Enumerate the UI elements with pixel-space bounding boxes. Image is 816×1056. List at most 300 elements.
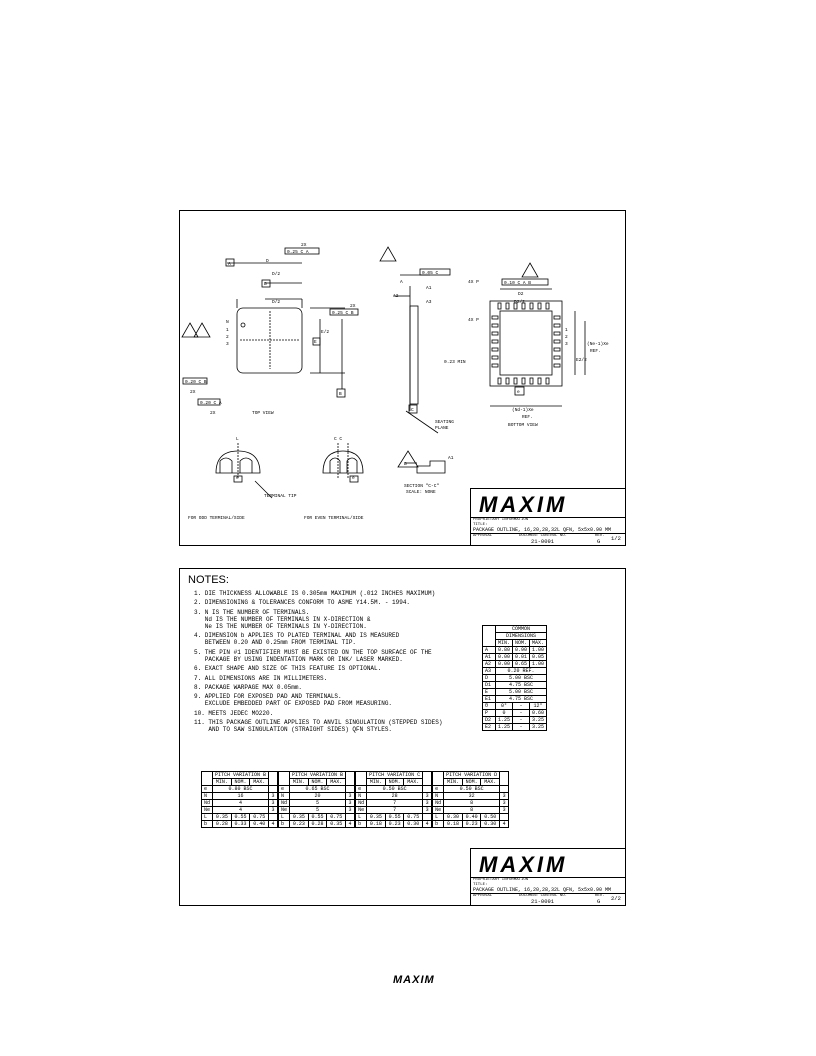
pitch-cell: 0.40 [250,821,269,828]
dim-a: A [400,280,403,285]
pitch-cell: L [202,814,213,821]
pitch-row [279,772,355,779]
fourx-p-top: 4X P [468,280,479,285]
footer-maxim-logo: MAXIM [393,974,435,986]
common-cell: 0.05 [530,654,547,661]
common-row [483,703,547,710]
bottom-pin-2: 2 [565,335,568,340]
pitch-cell: 0.50 BSC [444,786,500,793]
dim-d-half: D/2 [272,272,281,277]
common-cell: 0.90 [513,647,530,654]
pitch-cell: 3 [423,807,432,814]
pitch-cell: MAX. [250,779,269,786]
pitch-cell: Nd [433,800,444,807]
common-cell: D [483,675,496,682]
col-max: MAX. [530,640,547,647]
common-cell: 1.00 [530,661,547,668]
pitch-row [202,772,278,779]
pitch-row [356,786,432,793]
pitch-title: PITCH VARIATION B [213,772,269,779]
pitch-cell: 0.35 [213,814,232,821]
page-number: 2/2 [611,895,621,902]
pitch-cell: NOM. [385,779,404,786]
top-view-label: TOP VIEW [252,411,274,416]
even-e-box: e [352,476,355,481]
pitch-row [433,814,509,821]
dim-ne: (Ne-1)Xe [587,342,609,347]
pitch-row [279,779,355,786]
common-row [483,696,547,703]
common-cell: E1 [483,696,496,703]
dim-e-box: E [314,340,317,345]
section-b: B [404,462,407,467]
section-scale: SCALE: NONE [406,490,436,495]
pitch-cell: L [279,814,290,821]
pitch-cell: MAX. [327,779,346,786]
pitch-cell: N [433,793,444,800]
pitch-cell [356,772,367,786]
pitch-cell: 4 [213,807,269,814]
common-header: COMMON [496,626,547,633]
common-cell: 0.80 [496,647,513,654]
note-5: 5. THE PIN #1 IDENTIFIER MUST BE EXISTED ON THE TOP SURFACE OF THE PACKAGE BY USING INDENTATION MARK OR INK/ LASER MARKED. [194,649,432,663]
common-cell: 0.00 [496,654,513,661]
common-cell: 0.60 [530,710,547,717]
dim-d1-half: D/2 [272,300,281,305]
pitch-row [279,786,355,793]
col-min: MIN. [496,640,513,647]
dim-ref-bottom: REF. [522,415,533,420]
pitch-cell: 0.50 BSC [367,786,423,793]
pitch-row [433,772,509,779]
pitch-cell [423,814,432,821]
pitch-cell: 3 [500,800,509,807]
pitch-cell: Ne [356,807,367,814]
pitch-row [356,807,432,814]
dim-e-half: E/2 [321,330,330,335]
pitch-cell: 0.75 [250,814,269,821]
dim-d2: D2 [518,292,524,297]
note-7: 7. ALL DIMENSIONS ARE IN MILLIMETERS. [194,675,328,682]
dim-a1: A1 [426,286,432,291]
pitch-cell [346,814,355,821]
package-title: PACKAGE OUTLINE, 16,20,28,32L QFN, 5x5x0.90 MM [473,527,612,533]
pitch-cell: 4 [213,800,269,807]
pitch-cell: 0.23 [385,821,404,828]
page-number: 1/2 [611,535,621,542]
section-a1: A1 [448,456,454,461]
pitch-cell: N [356,793,367,800]
pitch-row [202,786,278,793]
tol-020-ca: 0.20 C A [200,401,222,406]
common-cell: - [513,710,530,717]
common-cell: E2 [483,724,496,731]
pitch-row [356,821,432,828]
pitch-row [279,807,355,814]
common-cell: 0.20 REF. [496,668,547,675]
pitch-cell: 32 [444,793,500,800]
odd-e-box: e [236,476,239,481]
common-cell: P [483,710,496,717]
pitch-cell: 0.35 [367,814,386,821]
pitch-cell: MIN. [444,779,463,786]
section-label: SECTION "C-C" [404,484,440,489]
pitch-cell: 0.28 [308,821,327,828]
pitch-cell: MIN. [213,779,232,786]
title-block-1 [470,488,626,546]
common-dimensions-table [482,625,547,731]
common-cell: 4.75 BSC [496,682,547,689]
note-3: 3. N IS THE NUMBER OF TERMINALS. Nd IS THE NUMBER OF TERMINALS IN X-DIRECTION & Ne IS THE NUMBER OF TERMINALS IN Y-DIRECTION. [194,609,371,630]
pitch-cell: b [433,821,444,828]
bottom-view-terminals [492,303,560,384]
pitch-cell: 5 [290,807,346,814]
pitch-cell: Ne [433,807,444,814]
pitch-cell: 0.50 [481,814,500,821]
pitch-cell: 0.55 [308,814,327,821]
common-cell: - [513,724,530,731]
pitch-cell: b [279,821,290,828]
pitch-cell: Ne [279,807,290,814]
pitch-cell: 0.33 [231,821,250,828]
doc-number: 21-0091 [531,538,555,545]
approval-label: APPROVAL [473,894,493,898]
common-cell: 3.25 [530,724,547,731]
pitch-cell: MAX. [481,779,500,786]
pitch-cell: 7 [367,800,423,807]
dim-2x-top: 2X [301,243,307,248]
common-cell: 5.00 BSC [496,675,547,682]
pitch-row [279,814,355,821]
pitch-cell [500,772,509,786]
pitch-cell: 3 [423,793,432,800]
even-cc: C C [334,437,343,442]
pitch-cell: 0.23 [462,821,481,828]
pitch-cell: MIN. [367,779,386,786]
pitch-cell: NOM. [231,779,250,786]
pitch-cell: 0.23 [290,821,309,828]
maxim-logo: MAXIM [479,492,568,517]
pitch-row [433,821,509,828]
dim-2x-right: 2X [350,304,356,309]
pitch-row [279,800,355,807]
pitch-cell [269,814,278,821]
pitch-row [202,800,278,807]
pitch-cell: 3 [346,807,355,814]
pitch-title: PITCH VARIATION C [367,772,423,779]
pitch-row [433,786,509,793]
bottom-pin-3: 3 [565,342,568,347]
datum-b-label: B [339,392,342,397]
pitch-cell: 3 [423,800,432,807]
pitch-cell [423,772,432,786]
pitch-cell [433,772,444,786]
pitch-cell: 5 [290,800,346,807]
dim-d-top: D [266,259,269,264]
common-row [483,689,547,696]
approval-label: APPROVAL [473,534,493,538]
drawing-sheet-2 [179,568,626,906]
rev-label: REV. [595,534,605,538]
pitch-cell: 28 [367,793,423,800]
title-label: TITLE: [473,523,488,527]
pitch-row [356,800,432,807]
doc-control-label: DOCUMENT CONTROL NO. [519,534,568,538]
datum-a-label: A [228,262,231,267]
pitch-cell: Nd [356,800,367,807]
pitch-cell: Nd [202,800,213,807]
common-row [483,724,547,731]
common-cell: 1.25 [496,717,513,724]
dim-a2: A2 [393,294,399,299]
pitch-cell [500,786,509,793]
pitch-cell: e [202,786,213,793]
common-row [483,675,547,682]
dim-d2-half: D2/2 [514,300,525,305]
odd-terminal-label: FOR ODD TERMINAL/SIDE [188,516,245,521]
pitch-row [279,793,355,800]
pitch-cell [269,786,278,793]
pitch-cell [269,772,278,786]
top-view-body [237,308,302,373]
pin-1: 1 [226,328,229,333]
pitch-row [356,814,432,821]
dim-e2-half: E2/2 [576,358,587,363]
pitch-row [356,772,432,779]
revision: G [597,538,601,545]
pitch-cell: 4 [269,821,278,828]
pitch-cell: MAX. [404,779,423,786]
col-nom: NOM. [513,640,530,647]
common-row [483,668,547,675]
pitch-row [202,779,278,786]
note-1: 1. DIE THICKNESS ALLOWABLE IS 0.305mm MAXIMUM (.012 INCHES MAXIMUM) [194,590,436,597]
pitch-title: PITCH VARIATION D [444,772,500,779]
common-header2: DIMENSIONS [496,633,547,640]
package-title: PACKAGE OUTLINE, 16,20,28,32L QFN, 5x5x0.90 MM [473,887,612,893]
rev-label: REV. [595,894,605,898]
common-cell: 0° [496,703,513,710]
note-10: 10. MEETS JEDEC MO220. [194,710,274,717]
pitch-cell: 0.55 [385,814,404,821]
common-row [483,647,547,654]
bottom-pin-1: 1 [565,328,568,333]
tol-025-ca: 0.25 C A [287,250,309,255]
proprietary-label: PROPRIETARY INFORMATION [473,518,529,522]
pitch-row [356,779,432,786]
drawing-sheet-1 [179,210,626,546]
common-cell: E [483,689,496,696]
note-11: 11. THIS PACKAGE OUTLINE APPLIES TO ANVIL SINGULATION (STEPPED SIDES) AND TO SAW SINGULATION (STRAIGHT SIDES) QFN STYLES. [194,719,443,733]
pitch-cell: e [356,786,367,793]
dim-e-pitch-box: e [517,390,520,395]
pitch-cell: 0.18 [444,821,463,828]
pitch-cell: 3 [269,793,278,800]
tol-005-c: 0.05 C [422,271,439,276]
common-cell: 5.00 BSC [496,689,547,696]
pitch-row [202,793,278,800]
pitch-row [433,793,509,800]
dim-2x-left: 2X [190,390,196,395]
pitch-cell: 4 [500,821,509,828]
pitch-cell: b [356,821,367,828]
common-cell: - [513,717,530,724]
common-cell: D2 [483,717,496,724]
even-terminal-label: FOR EVEN TERMINAL/SIDE [304,516,364,521]
note-2: 2. DIMENSIONING & TOLERANCES CONFORM TO ASME Y14.5M. - 1994. [194,599,411,606]
dim-2x-bottom: 2X [210,411,216,416]
pitch-cell: 20 [290,793,346,800]
pitch-table [201,771,278,828]
pitch-table [278,771,355,828]
common-cell: A3 [483,668,496,675]
common-cell: 0 [496,710,513,717]
pitch-cell: 3 [269,800,278,807]
pitch-cell: 0.80 BSC [213,786,269,793]
common-cell: 1.25 [496,724,513,731]
common-cell: A [483,647,496,654]
pitch-cell: Ne [202,807,213,814]
tol-020-cb: 0.20 C B [185,380,207,385]
pitch-variation-tables [201,771,509,828]
pitch-title: PITCH VARIATION B [290,772,346,779]
pitch-table [355,771,432,828]
pitch-cell: 16 [213,793,269,800]
common-cell: 0.00 [496,661,513,668]
common-cell: A2 [483,661,496,668]
pitch-cell [346,786,355,793]
notes-title: NOTES: [188,574,229,586]
note-8: 8. PACKAGE WARPAGE MAX 0.05mm. [194,684,303,691]
dim-023-min: 0.23 MIN [444,360,466,365]
pitch-cell: 0.35 [290,814,309,821]
pitch-cell: 0.40 [462,814,481,821]
doc-number: 21-0091 [531,898,555,905]
common-cell: 0.65 [513,661,530,668]
pitch-cell: N [202,793,213,800]
tol-025-cb: 0.25 C B [332,311,354,316]
pitch-cell: 0.18 [367,821,386,828]
pitch-cell: MIN. [290,779,309,786]
common-row [483,661,547,668]
pitch-cell: 3 [346,793,355,800]
pin-2: 2 [226,335,229,340]
common-cell: 3.25 [530,717,547,724]
odd-cl: L [236,437,239,442]
title-label: TITLE: [473,883,488,887]
title-block-2 [470,848,626,906]
pitch-row [433,800,509,807]
seating-label: SEATING [435,420,454,425]
pitch-cell: 8 [444,807,500,814]
pitch-cell: e [279,786,290,793]
pitch-cell: b [202,821,213,828]
pitch-cell: NOM. [462,779,481,786]
pitch-cell: e [433,786,444,793]
doc-control-label: DOCUMENT CONTROL NO. [519,894,568,898]
pitch-cell: 8 [444,800,500,807]
pitch-cell [202,772,213,786]
pitch-cell: 3 [500,807,509,814]
common-row [483,717,547,724]
common-cell: 4.75 BSC [496,696,547,703]
pitch-row [356,793,432,800]
tol-010-cab: 0.10 C A B [504,281,532,286]
pitch-row [433,807,509,814]
pitch-cell: N [279,793,290,800]
pitch-cell: 3 [346,800,355,807]
common-cell: 1.00 [530,647,547,654]
common-cell: - [513,703,530,710]
pitch-cell: 0.55 [231,814,250,821]
pitch-cell: 0.75 [404,814,423,821]
common-cell: θ [483,703,496,710]
common-cell: 0.01 [513,654,530,661]
pitch-cell: 0.28 [213,821,232,828]
terminal-tip-label: TERMINAL TIP [264,494,297,499]
datum-c-box: C [411,408,414,413]
pitch-cell: 0.75 [327,814,346,821]
common-row [483,682,547,689]
pitch-cell: Nd [279,800,290,807]
pitch-cell [500,814,509,821]
dim-a3: A3 [426,300,432,305]
dim-nd: (Nd-1)Xe [512,408,534,413]
bottom-view-label: BOTTOM VIEW [508,423,538,428]
pitch-cell: 4 [346,821,355,828]
pitch-cell: L [433,814,444,821]
revision: G [597,898,601,905]
fourx-p-left: 4X P [468,318,479,323]
dim-ref: REF. [590,349,601,354]
pitch-cell: NOM. [308,779,327,786]
pitch-cell [423,786,432,793]
pitch-cell [346,772,355,786]
proprietary-label: PROPRIETARY INFORMATION [473,878,529,882]
note-6: 6. EXACT SHAPE AND SIZE OF THIS FEATURE IS OPTIONAL. [194,665,382,672]
pitch-cell [279,772,290,786]
note-9: 9. APPLIED FOR EXPOSED PAD AND TERMINALS. EXCLUDE EMBEDDED PART OF EXPOSED PAD FROM MEASURING. [194,693,393,707]
common-row [483,710,547,717]
pitch-cell: 4 [423,821,432,828]
pitch-cell: 3 [500,793,509,800]
pin-3: 3 [226,342,229,347]
common-row [483,654,547,661]
pitch-cell: 0.30 [444,814,463,821]
pitch-row [202,814,278,821]
datum-b-box: B [264,282,267,287]
pitch-row [202,821,278,828]
common-cell: D1 [483,682,496,689]
pitch-cell: 0.30 [481,821,500,828]
note-4: 4. DIMENSION b APPLIES TO PLATED TERMINAL AND IS MEASURED BETWEEN 0.20 AND 0.25mm FROM TERMINAL TIP. [194,632,400,646]
common-cell: 12° [530,703,547,710]
pitch-cell: 3 [269,807,278,814]
pitch-cell: L [356,814,367,821]
plane-label: PLANE [435,426,449,431]
maxim-logo: MAXIM [479,852,568,877]
pitch-row [279,821,355,828]
pitch-table [432,771,509,828]
pitch-cell: 0.35 [327,821,346,828]
pin-n: N [226,320,229,325]
pitch-cell: 7 [367,807,423,814]
pitch-row [202,807,278,814]
common-cell: A1 [483,654,496,661]
pitch-cell: 0.65 BSC [290,786,346,793]
pitch-cell: 0.30 [404,821,423,828]
pitch-row [433,779,509,786]
